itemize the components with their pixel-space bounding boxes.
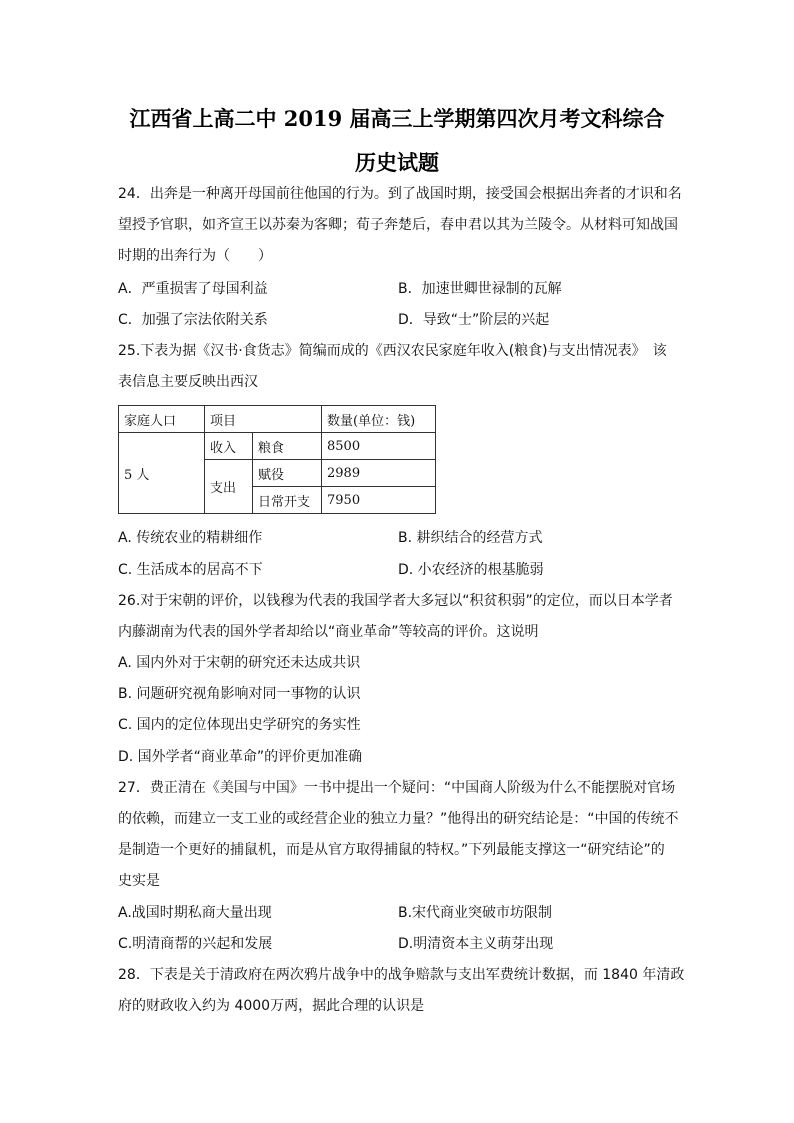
- q27-option-d: D.明清资本主义萌芽出现: [398, 936, 554, 952]
- q26-option-d: D. 国外学者“商业革命”的评价更加准确: [118, 749, 363, 765]
- q25-option-c: C. 生活成本的居高不下: [118, 562, 263, 578]
- q27-stem-line-1: 27．费正清在《美国与中国》一书中提出一个疑问：“中国商人阶级为什么不能摆脱对官场: [118, 780, 676, 796]
- q25-option-d: D. 小农经济的根基脆弱: [398, 562, 544, 578]
- q27-stem-line-3: 是制造一个更好的捕鼠机，而是从官方取得捕鼠的特权。”下列最能支撑这一“研究结论”的: [118, 842, 665, 858]
- q27-option-c: C.明清商帮的兴起和发展: [118, 936, 273, 952]
- q26-stem-line-2: 内藤湖南为代表的国外学者却给以“商业革命”等较高的评价。这说明: [118, 624, 539, 640]
- q24-stem-line-1: 24．出奔是一种离开母国前往他国的行为。到了战国时期，接受国会根据出奔者的才识和名: [118, 186, 682, 202]
- q26-option-b: B. 问题研究视角影响对同一事物的认识: [118, 686, 361, 702]
- q25-stem-line-1: 25.下表为据《汉书·食货志》简编而成的《西汉农民家庭年收入(粮食)与支出情况表》 该: [118, 343, 667, 359]
- document-subtitle: 历史试题: [355, 150, 439, 175]
- q24-option-b: B．加速世卿世禄制的瓦解: [398, 281, 562, 297]
- q26-option-c: C. 国内的定位体现出史学研究的务实性: [118, 717, 361, 733]
- table-header-cell: 家庭人口: [119, 406, 205, 433]
- table-cell-expense-label: 支出: [205, 460, 253, 514]
- table-cell-item: 粮食: [253, 433, 322, 460]
- table-cell-amount: 8500: [322, 433, 436, 460]
- q27-option-b: B.宋代商业突破市坊限制: [398, 905, 553, 921]
- q24-option-d: D．导致“士”阶层的兴起: [398, 312, 550, 328]
- table-header-cell: 数量(单位：钱): [322, 406, 436, 433]
- q27-stem-line-4: 史实是: [118, 873, 160, 889]
- q24-stem-line-3: 时期的出奔行为（ ）: [118, 248, 272, 264]
- table-cell-item: 日常开支: [253, 487, 322, 514]
- table-cell-family: 5 人: [119, 433, 205, 514]
- table-cell-income-label: 收入: [205, 433, 253, 460]
- q25-option-b: B. 耕织结合的经营方式: [398, 530, 543, 546]
- table-cell-amount: 2989: [322, 460, 436, 487]
- q28-stem-line-1: 28．下表是关于清政府在两次鸦片战争中的战争赔款与支出军费统计数据，而 1840 年清政: [118, 967, 685, 983]
- table-cell-item: 赋役: [253, 460, 322, 487]
- q27-option-a: A.战国时期私商大量出现: [118, 905, 272, 921]
- q24-option-c: C．加强了宗法依附关系: [118, 312, 268, 328]
- table-row: [119, 433, 436, 460]
- q26-option-a: A. 国内外对于宋朝的研究还未达成共识: [118, 655, 361, 671]
- q25-option-a: A. 传统农业的精耕细作: [118, 530, 263, 546]
- q27-stem-line-2: 的依赖，而建立一支工业的或经营企业的独立力量？”他得出的研究结论是：“中国的传统不: [118, 811, 679, 827]
- table-cell-amount: 7950: [322, 487, 436, 514]
- table-header-cell: 项目: [205, 406, 322, 433]
- q28-stem-line-2: 府的财政收入约为 4000万两，据此合理的认识是: [118, 998, 425, 1014]
- q25-data-table: [118, 405, 436, 514]
- table-header-row: [119, 406, 436, 433]
- q24-option-a: A．严重损害了母国利益: [118, 281, 268, 297]
- q26-stem-line-1: 26.对于宋朝的评价，以钱穆为代表的我国学者大多冠以“积贫积弱”的定位，而以日本学者: [118, 593, 673, 609]
- document-title: 江西省上高二中 2019 届高三上学期第四次月考文科综合: [129, 106, 665, 131]
- q25-stem-line-2: 表信息主要反映出西汉: [118, 374, 258, 390]
- q24-stem-line-2: 望授予官职，如齐宣王以苏秦为客卿；荀子奔楚后，春申君以其为兰陵令。从材料可知战国: [118, 217, 678, 233]
